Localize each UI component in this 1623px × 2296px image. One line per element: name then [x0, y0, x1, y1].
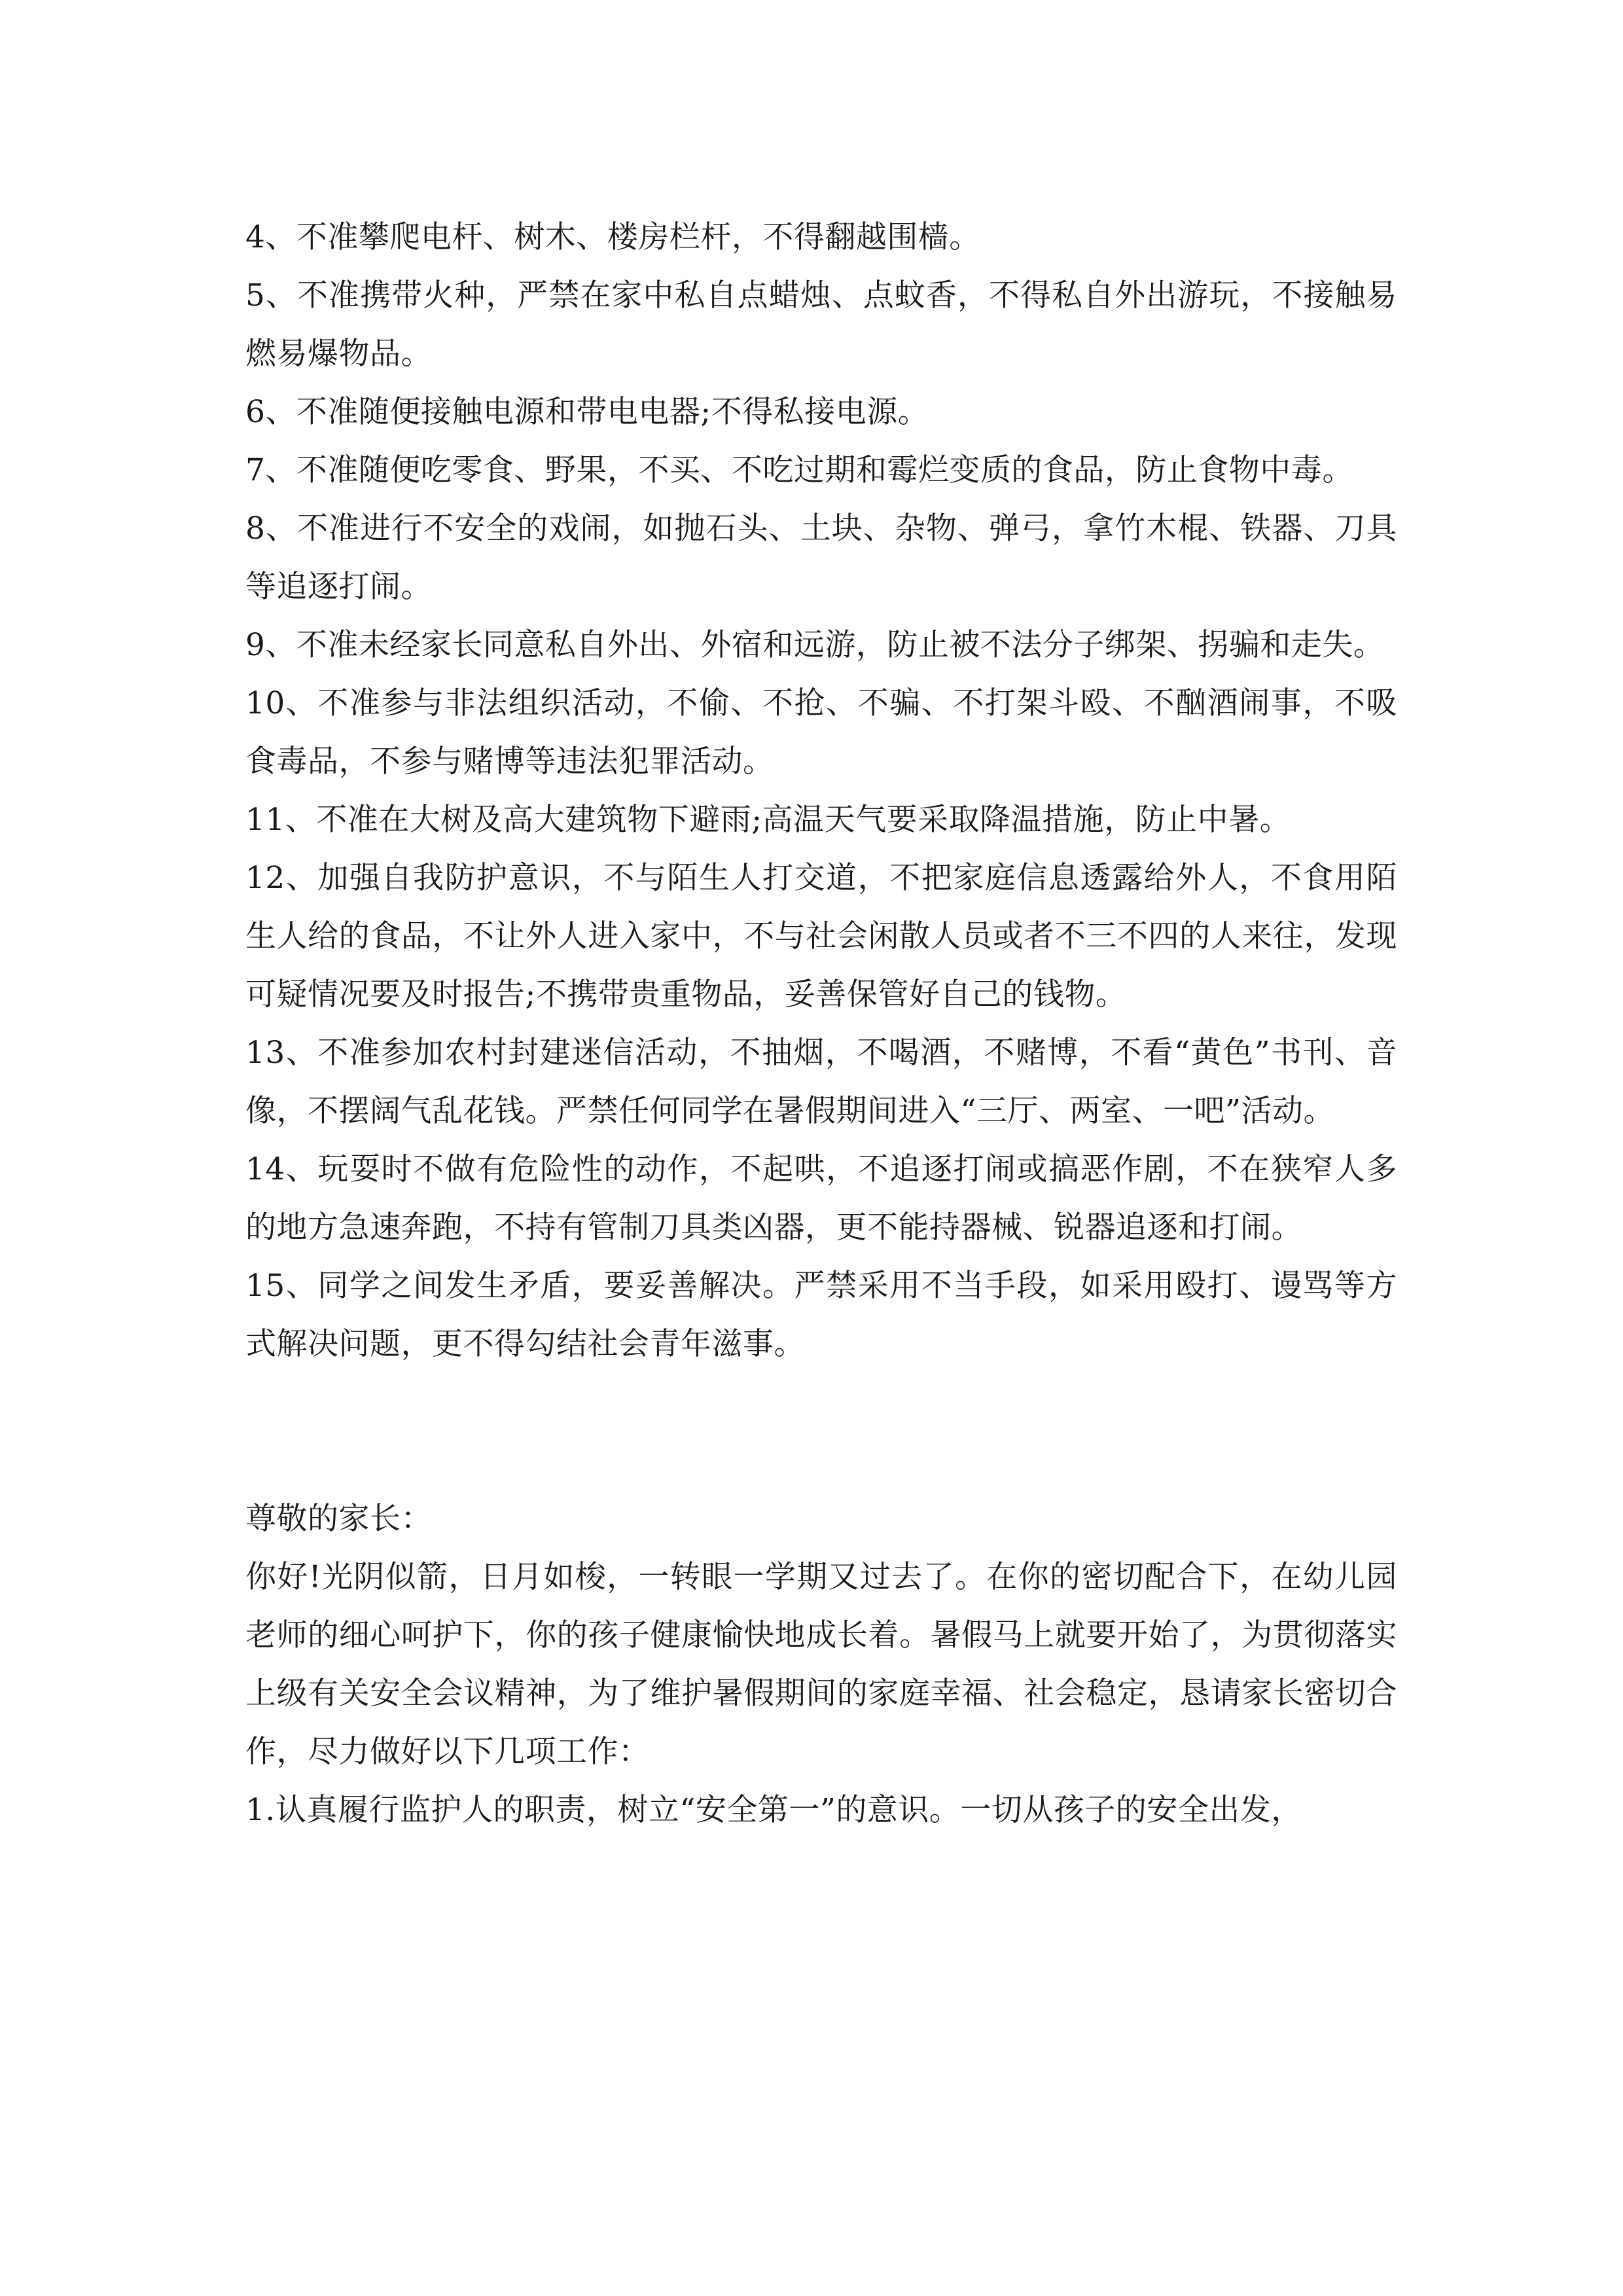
letter-salutation: 尊敬的家长： — [245, 1501, 432, 1537]
document-page — [245, 208, 1397, 1839]
rule-6: 6、不准随便接触电源和带电电器;不得私接电源。 — [245, 394, 929, 430]
rule-13: 13、不准参加农村封建迷信活动，不抽烟，不喝酒，不赌博，不看“黄色”书刊、音像，不摆阔气乱花钱。严禁任何同学在暑假期间进入“三厅、两室、一吧”活动。 — [245, 1035, 1397, 1129]
section-gap — [245, 1373, 1397, 1490]
rule-11: 11、不准在大树及高大建筑物下避雨;高温天气要采取降温措施，防止中暑。 — [245, 802, 1291, 838]
rule-10: 10、不准参与非法组织活动，不偷、不抢、不骗、不打架斗殴、不酗酒闹事，不吸食毒品，不参与赌博等违法犯罪活动。 — [245, 685, 1397, 780]
rule-9: 9、不准未经家长同意私自外出、外宿和远游，防止被不法分子绑架、拐骗和走失。 — [245, 627, 1385, 663]
rule-7: 7、不准随便吃零食、野果，不买、不吃过期和霉烂变质的食品，防止食物中毒。 — [245, 452, 1353, 488]
letter-item-1: 1.认真履行监护人的职责，树立“安全第一”的意识。一切从孩子的安全出发， — [245, 1792, 1302, 1828]
rule-15: 15、同学之间发生矛盾，要妥善解决。严禁采用不当手段，如采用殴打、谩骂等方式解决问题，更不得勾结社会青年滋事。 — [245, 1268, 1397, 1362]
letter-body: 你好!光阴似箭，日月如梭，一转眼一学期又过去了。在你的密切配合下，在幼儿园老师的细心呵护下，你的孩子健康愉快地成长着。暑假马上就要开始了，为贯彻落实上级有关安全会议精神，为了维护暑假期间的家庭幸福、社会稳定，恳请家长密切合作，尽力做好以下几项工作： — [245, 1559, 1397, 1770]
rule-5: 5、不准携带火种，严禁在家中私自点蜡烛、点蚊香，不得私自外出游玩，不接触易燃易爆物品。 — [245, 278, 1397, 372]
rule-14: 14、玩耍时不做有危险性的动作，不起哄，不追逐打闹或搞恶作剧，不在狭窄人多的地方急速奔跑，不持有管制刀具类凶器，更不能持器械、锐器追逐和打闹。 — [245, 1151, 1397, 1246]
rule-12: 12、加强自我防护意识，不与陌生人打交道，不把家庭信息透露给外人，不食用陌生人给的食品，不让外人进入家中，不与社会闲散人员或者不三不四的人来往，发现可疑情况要及时报告;不携带贵重物品，妥善保管好自己的钱物。 — [245, 860, 1397, 1013]
rule-4: 4、不准攀爬电杆、树木、楼房栏杆，不得翻越围樯。 — [245, 219, 980, 255]
rule-8: 8、不准进行不安全的戏闹，如抛石头、土块、杂物、弹弓，拿竹木棍、铁器、刀具等追逐打闹。 — [245, 511, 1397, 605]
